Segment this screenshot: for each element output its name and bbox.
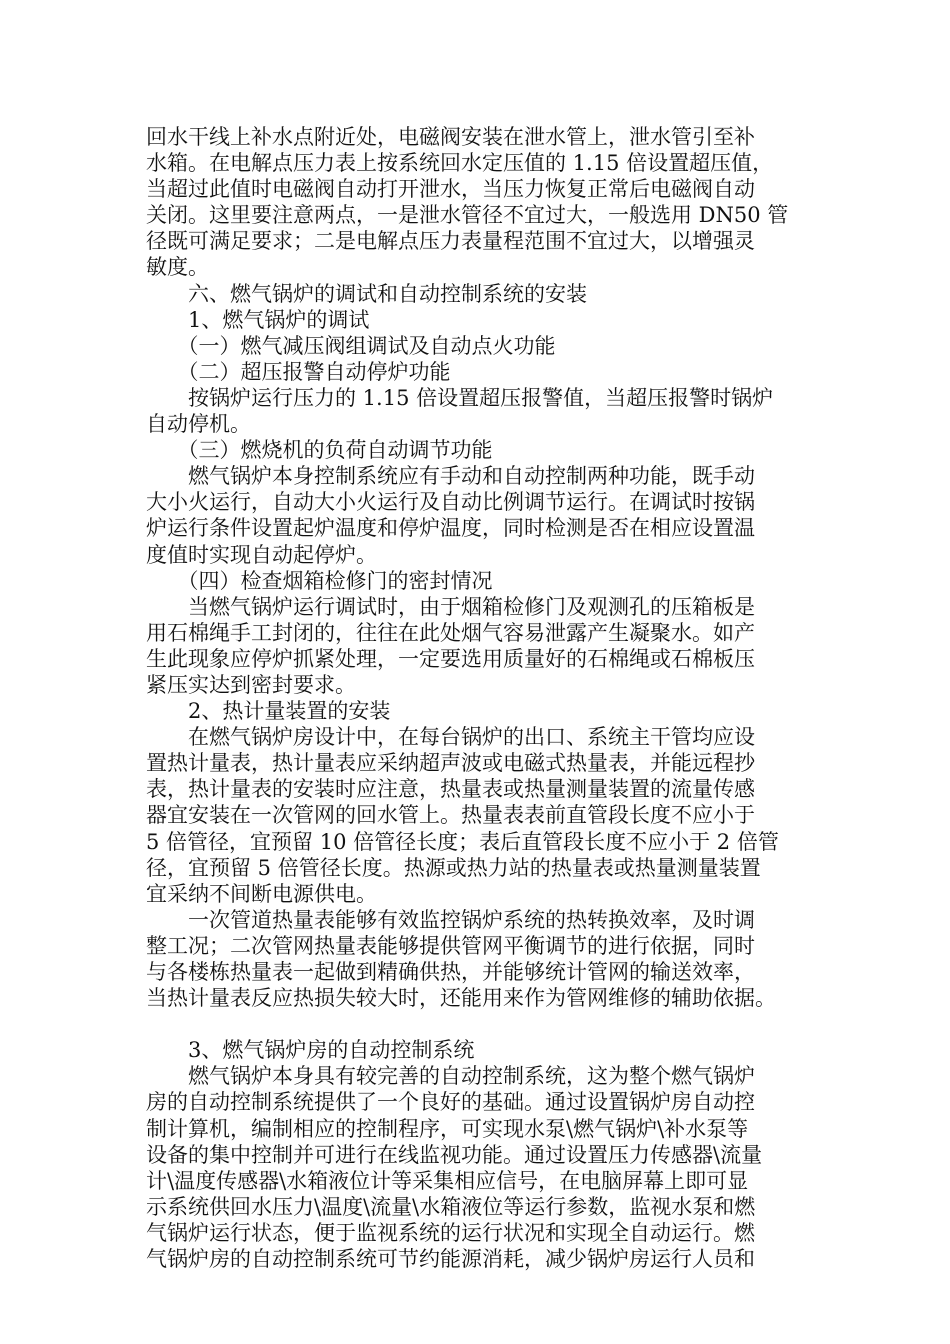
text-line: 3、燃气锅炉房的自动控制系统 <box>146 1038 475 1063</box>
body-text <box>146 124 806 1272</box>
text-line: 宜采纳不间断电源供电。 <box>146 881 377 906</box>
text-line: 设备的集中控制并可进行在线监视功能。通过设置压力传感器\流量 <box>146 1142 763 1167</box>
text-line: 敏度。 <box>146 255 209 280</box>
text-line: 燃气锅炉本身控制系统应有手动和自动控制两种功能，既手动 <box>146 464 755 489</box>
text-line: 在燃气锅炉房设计中，在每台锅炉的出口、系统主干管均应设 <box>146 725 755 750</box>
text-line: 炉运行条件设置起炉温度和停炉温度，同时检测是否在相应设置温 <box>146 516 755 541</box>
text-line: 径既可满足要求；二是电解点压力表量程范围不宜过大，以增强灵 <box>146 229 755 254</box>
text-line: 燃气锅炉本身具有较完善的自动控制系统，这为整个燃气锅炉 <box>146 1064 755 1089</box>
text-line: 整工况；二次管网热量表能够提供管网平衡调节的进行依据，同时 <box>146 933 755 958</box>
text-line: 当热计量表反应热损失较大时，还能用来作为管网维修的辅助依据。 <box>146 986 776 1011</box>
text-line: 用石棉绳手工封闭的，往往在此处烟气容易泄露产生凝聚水。如产 <box>146 620 755 645</box>
text-line: 生此现象应停炉抓紧处理，一定要选用质量好的石棉绳或石棉板压 <box>146 646 755 671</box>
text-line: 一次管道热量表能够有效监控锅炉系统的热转换效率，及时调 <box>146 907 755 932</box>
text-line: 紧压实达到密封要求。 <box>146 672 356 697</box>
text-line: 表，热计量表的安装时应注意，热量表或热量测量装置的流量传感 <box>146 777 755 802</box>
text-line: 与各楼栋热量表一起做到精确供热，并能够统计管网的输送效率， <box>146 960 755 984</box>
text-line: 当燃气锅炉运行调试时，由于烟箱检修门及观测孔的压箱板是 <box>146 594 755 619</box>
text-line: （三）燃烧机的负荷自动调节功能 <box>146 438 493 463</box>
blank-line <box>146 1011 806 1037</box>
text-line: 示系统供回水压力\温度\流量\水箱液位等运行参数，监视水泵和燃 <box>146 1194 756 1219</box>
text-line: 置热计量表，热计量表应采纳超声波或电磁式热量表，并能远程抄 <box>146 751 755 776</box>
text-line: 气锅炉运行状态，便于监视系统的运行状况和实现全自动运行。燃 <box>146 1220 755 1245</box>
text-line: 制计算机，编制相应的控制程序，可实现水泵\燃气锅炉\补水泵等 <box>146 1116 749 1141</box>
text-line: （二）超压报警自动停炉功能 <box>146 359 451 384</box>
text-line: 大小火运行，自动大小火运行及自动比例调节运行。在调试时按锅 <box>146 490 755 515</box>
text-line: 计\温度传感器\水箱液位计等采集相应信号，在电脑屏幕上即可显 <box>146 1168 749 1193</box>
text-line: 当超过此值时电磁阀自动打开泄水，当压力恢复正常后电磁阀自动 <box>146 177 755 202</box>
text-line: 1、燃气锅炉的调试 <box>146 307 370 332</box>
text-line: 气锅炉房的自动控制系统可节约能源消耗，减少锅炉房运行人员和 <box>146 1247 755 1272</box>
text-line: 径，宜预留 5 倍管径长度。热源或热力站的热量表或热量测量装置 <box>146 855 761 880</box>
text-line: （四）检查烟箱检修门的密封情况 <box>146 568 493 593</box>
text-line: 按锅炉运行压力的 1.15 倍设置超压报警值，当超压报警时锅炉 <box>146 385 774 410</box>
text-line: 度值时实现自动起停炉。 <box>146 542 377 567</box>
text-line: 器宜安装在一次管网的回水管上。热量表表前直管段长度不应小于 <box>146 803 755 828</box>
text-line: 房的自动控制系统提供了一个良好的基础。通过设置锅炉房自动控 <box>146 1090 755 1115</box>
text-line: 关闭。这里要注意两点，一是泄水管径不宜过大，一般选用 DN50 管 <box>146 203 789 228</box>
text-line: 2、热计量装置的安装 <box>146 699 391 724</box>
text-line: 5 倍管径，宜预留 10 倍管径长度；表后直管段长度不应小于 2 倍管 <box>146 829 779 854</box>
text-line: （一）燃气减压阀组调试及自动点火功能 <box>146 333 556 358</box>
text-line: 水箱。在电解点压力表上按系统回水定压值的 1.15 倍设置超压值， <box>146 151 774 176</box>
text-line: 自动停机。 <box>146 412 251 437</box>
text-line: 六、燃气锅炉的调试和自动控制系统的安装 <box>146 281 587 306</box>
text-line: 回水干线上补水点附近处，电磁阀安装在泄水管上，泄水管引至补 <box>146 125 755 149</box>
